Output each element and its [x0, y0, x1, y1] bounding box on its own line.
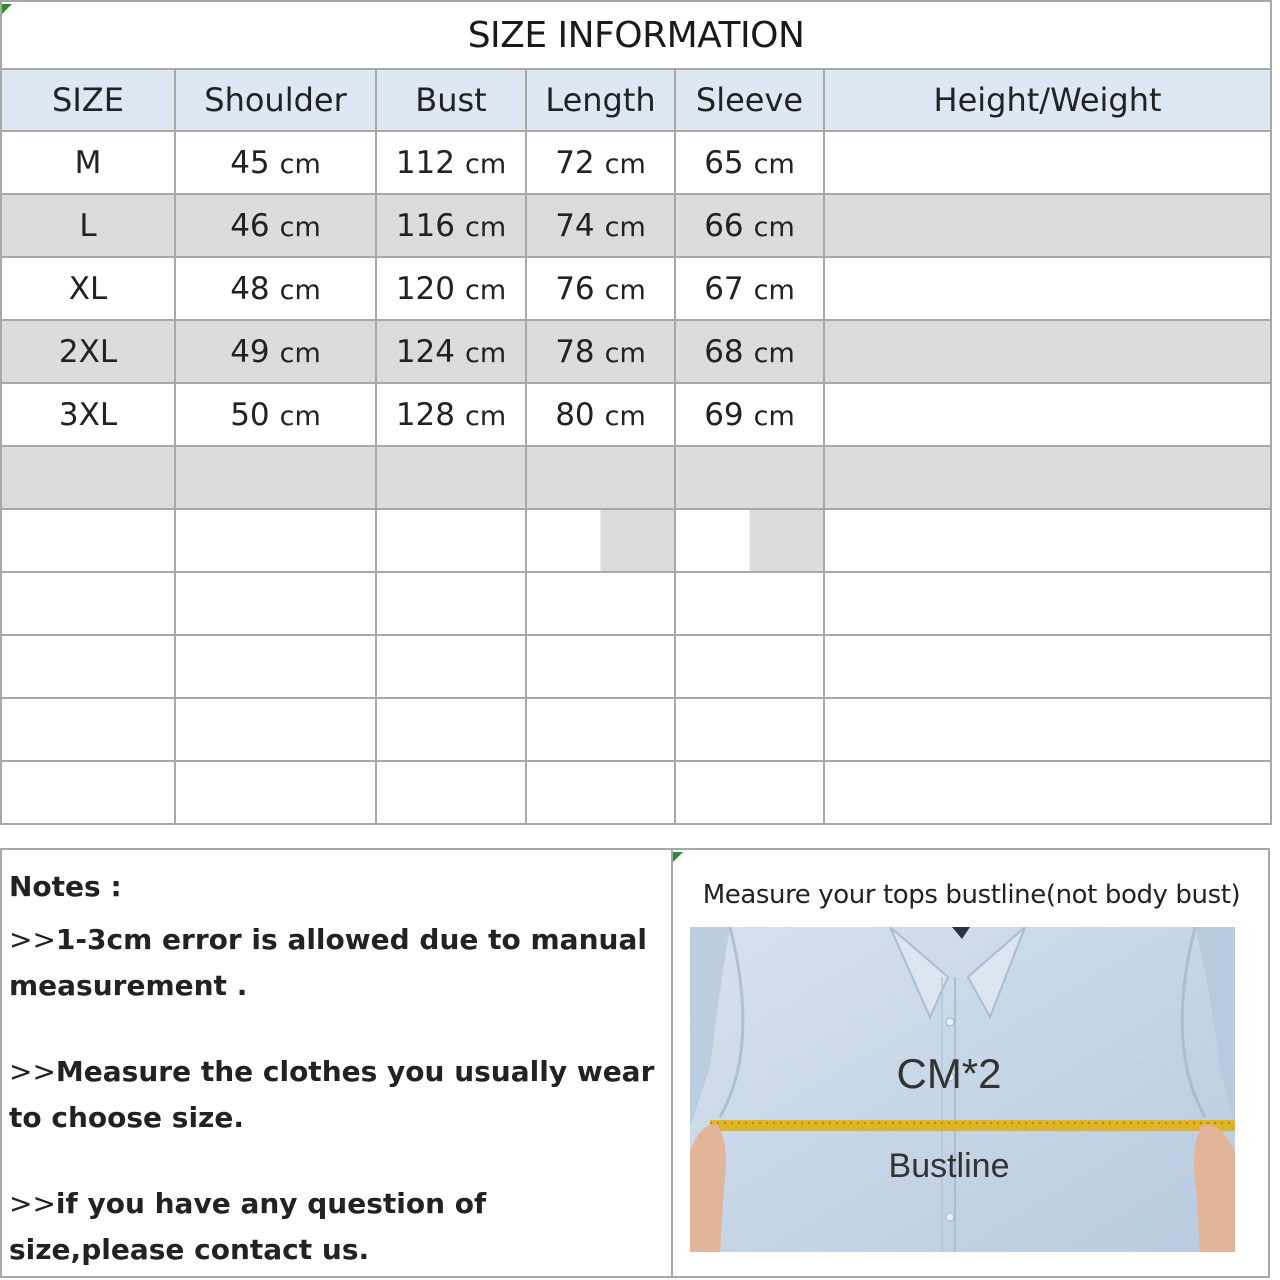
length-value: 76 — [555, 270, 595, 307]
sleeve-value: 65 — [704, 144, 744, 181]
unit-label: cm — [465, 211, 507, 243]
unit-label: cm — [279, 148, 321, 180]
unit-label: cm — [753, 211, 795, 243]
note-text: Measure the clothes you usually wear to choose size. — [9, 1055, 655, 1134]
bust-cell — [376, 320, 526, 383]
empty-cell — [376, 761, 526, 824]
notes-panel — [0, 848, 673, 1278]
empty-cell — [175, 761, 376, 824]
empty-row — [1, 446, 1271, 509]
unit-label: cm — [279, 274, 321, 306]
empty-cell — [376, 446, 526, 509]
bust-cell — [376, 383, 526, 446]
bustline-label: Bustline — [888, 1147, 1010, 1185]
length-cell — [526, 131, 675, 194]
shoulder-value: 45 — [230, 144, 270, 181]
shoulder-cell — [175, 194, 376, 257]
empty-cell — [824, 698, 1271, 761]
column-header-height-weight: Height/Weight — [824, 69, 1271, 131]
empty-cell — [675, 446, 824, 509]
sleeve-cell — [675, 320, 824, 383]
unit-label: cm — [753, 274, 795, 306]
empty-row — [1, 761, 1271, 824]
bust-cell — [376, 194, 526, 257]
length-cell — [526, 320, 675, 383]
empty-row — [1, 509, 1271, 572]
empty-cell — [526, 572, 675, 635]
sleeve-value: 66 — [704, 207, 744, 244]
empty-cell — [675, 698, 824, 761]
empty-cell — [175, 509, 376, 572]
empty-cell — [824, 572, 1271, 635]
unit-label: cm — [279, 400, 321, 432]
unit-label: cm — [604, 211, 646, 243]
bust-value: 128 — [395, 396, 455, 433]
shoulder-cell — [175, 320, 376, 383]
empty-row — [1, 635, 1271, 698]
sleeve-cell — [675, 194, 824, 257]
sleeve-cell — [675, 383, 824, 446]
table-row — [1, 194, 1271, 257]
column-header-size: SIZE — [1, 69, 175, 131]
size-cell: L — [1, 194, 175, 257]
column-header-sleeve: Sleeve — [675, 69, 824, 131]
notes-title: Notes : — [9, 870, 122, 903]
bust-value: 112 — [395, 144, 455, 181]
empty-cell — [1, 572, 175, 635]
empty-cell — [824, 509, 1271, 572]
empty-cell — [526, 509, 675, 572]
empty-cell — [675, 761, 824, 824]
empty-row — [1, 698, 1271, 761]
unit-label: cm — [279, 337, 321, 369]
empty-cell — [824, 761, 1271, 824]
note-prefix: >> — [9, 1055, 56, 1088]
title-row — [1, 1, 1271, 69]
empty-cell — [376, 635, 526, 698]
unit-label: cm — [465, 274, 507, 306]
empty-cell — [526, 761, 675, 824]
sleeve-value: 68 — [704, 333, 744, 370]
note-item — [9, 1049, 665, 1141]
unit-label: cm — [279, 211, 321, 243]
height-weight-cell — [824, 257, 1271, 320]
shoulder-cell — [175, 383, 376, 446]
empty-cell — [824, 446, 1271, 509]
empty-cell — [376, 509, 526, 572]
size-cell: XL — [1, 257, 175, 320]
unit-label: cm — [465, 400, 507, 432]
empty-cell — [824, 635, 1271, 698]
measurement-guide-panel — [673, 848, 1270, 1278]
unit-label: cm — [604, 274, 646, 306]
empty-cell — [175, 446, 376, 509]
shirt-photo — [690, 927, 1235, 1252]
size-cell: 3XL — [1, 383, 175, 446]
sleeve-cell — [675, 131, 824, 194]
bust-cell — [376, 257, 526, 320]
measure-caption: Measure your tops bustline(not body bust) — [702, 880, 1241, 910]
empty-cell — [175, 698, 376, 761]
height-weight-cell — [824, 194, 1271, 257]
empty-cell — [675, 635, 824, 698]
shoulder-value: 48 — [230, 270, 270, 307]
note-item — [9, 917, 665, 1009]
empty-cell — [1, 698, 175, 761]
empty-cell — [175, 572, 376, 635]
cm-multiplier-label: CM*2 — [896, 1050, 1002, 1097]
empty-cell — [526, 446, 675, 509]
column-header-shoulder: Shoulder — [175, 69, 376, 131]
corner-mark-icon — [673, 852, 683, 862]
shoulder-cell — [175, 131, 376, 194]
unit-label: cm — [604, 400, 646, 432]
length-value: 74 — [555, 207, 595, 244]
table-row — [1, 131, 1271, 194]
corner-mark-icon — [2, 4, 12, 14]
empty-cell — [675, 509, 824, 572]
height-weight-cell — [824, 320, 1271, 383]
empty-cell — [1, 761, 175, 824]
height-weight-cell — [824, 383, 1271, 446]
header-row — [1, 69, 1271, 131]
sleeve-value: 69 — [704, 396, 744, 433]
length-value: 72 — [555, 144, 595, 181]
column-header-bust: Bust — [376, 69, 526, 131]
length-cell — [526, 194, 675, 257]
empty-cell — [175, 635, 376, 698]
unit-label: cm — [753, 400, 795, 432]
length-value: 80 — [555, 396, 595, 433]
unit-label: cm — [753, 148, 795, 180]
unit-label: cm — [604, 148, 646, 180]
empty-row — [1, 572, 1271, 635]
unit-label: cm — [465, 148, 507, 180]
unit-label: cm — [465, 337, 507, 369]
empty-cell — [526, 635, 675, 698]
table-title: SIZE INFORMATION — [1, 1, 1271, 69]
unit-label: cm — [753, 337, 795, 369]
bust-cell — [376, 131, 526, 194]
size-cell: M — [1, 131, 175, 194]
column-header-length: Length — [526, 69, 675, 131]
bust-value: 124 — [395, 333, 455, 370]
empty-cell — [376, 698, 526, 761]
sleeve-cell — [675, 257, 824, 320]
shoulder-cell — [175, 257, 376, 320]
sleeve-value: 67 — [704, 270, 744, 307]
note-prefix: >> — [9, 923, 56, 956]
length-value: 78 — [555, 333, 595, 370]
empty-cell — [675, 572, 824, 635]
empty-cell — [376, 572, 526, 635]
empty-cell — [1, 635, 175, 698]
height-weight-cell — [824, 131, 1271, 194]
table-row — [1, 383, 1271, 446]
shoulder-value: 49 — [230, 333, 270, 370]
size-cell: 2XL — [1, 320, 175, 383]
note-text: 1-3cm error is allowed due to manual measurement . — [9, 923, 647, 1002]
unit-label: cm — [604, 337, 646, 369]
note-text: if you have any question of size,please contact us. — [9, 1187, 487, 1266]
empty-cell — [1, 509, 175, 572]
empty-cell — [526, 698, 675, 761]
table-row — [1, 320, 1271, 383]
note-item — [9, 1181, 665, 1273]
shoulder-value: 46 — [230, 207, 270, 244]
empty-cell — [1, 446, 175, 509]
length-cell — [526, 383, 675, 446]
length-cell — [526, 257, 675, 320]
bust-value: 116 — [395, 207, 455, 244]
shoulder-value: 50 — [230, 396, 270, 433]
table-row — [1, 257, 1271, 320]
bust-value: 120 — [395, 270, 455, 307]
note-prefix: >> — [9, 1187, 56, 1220]
